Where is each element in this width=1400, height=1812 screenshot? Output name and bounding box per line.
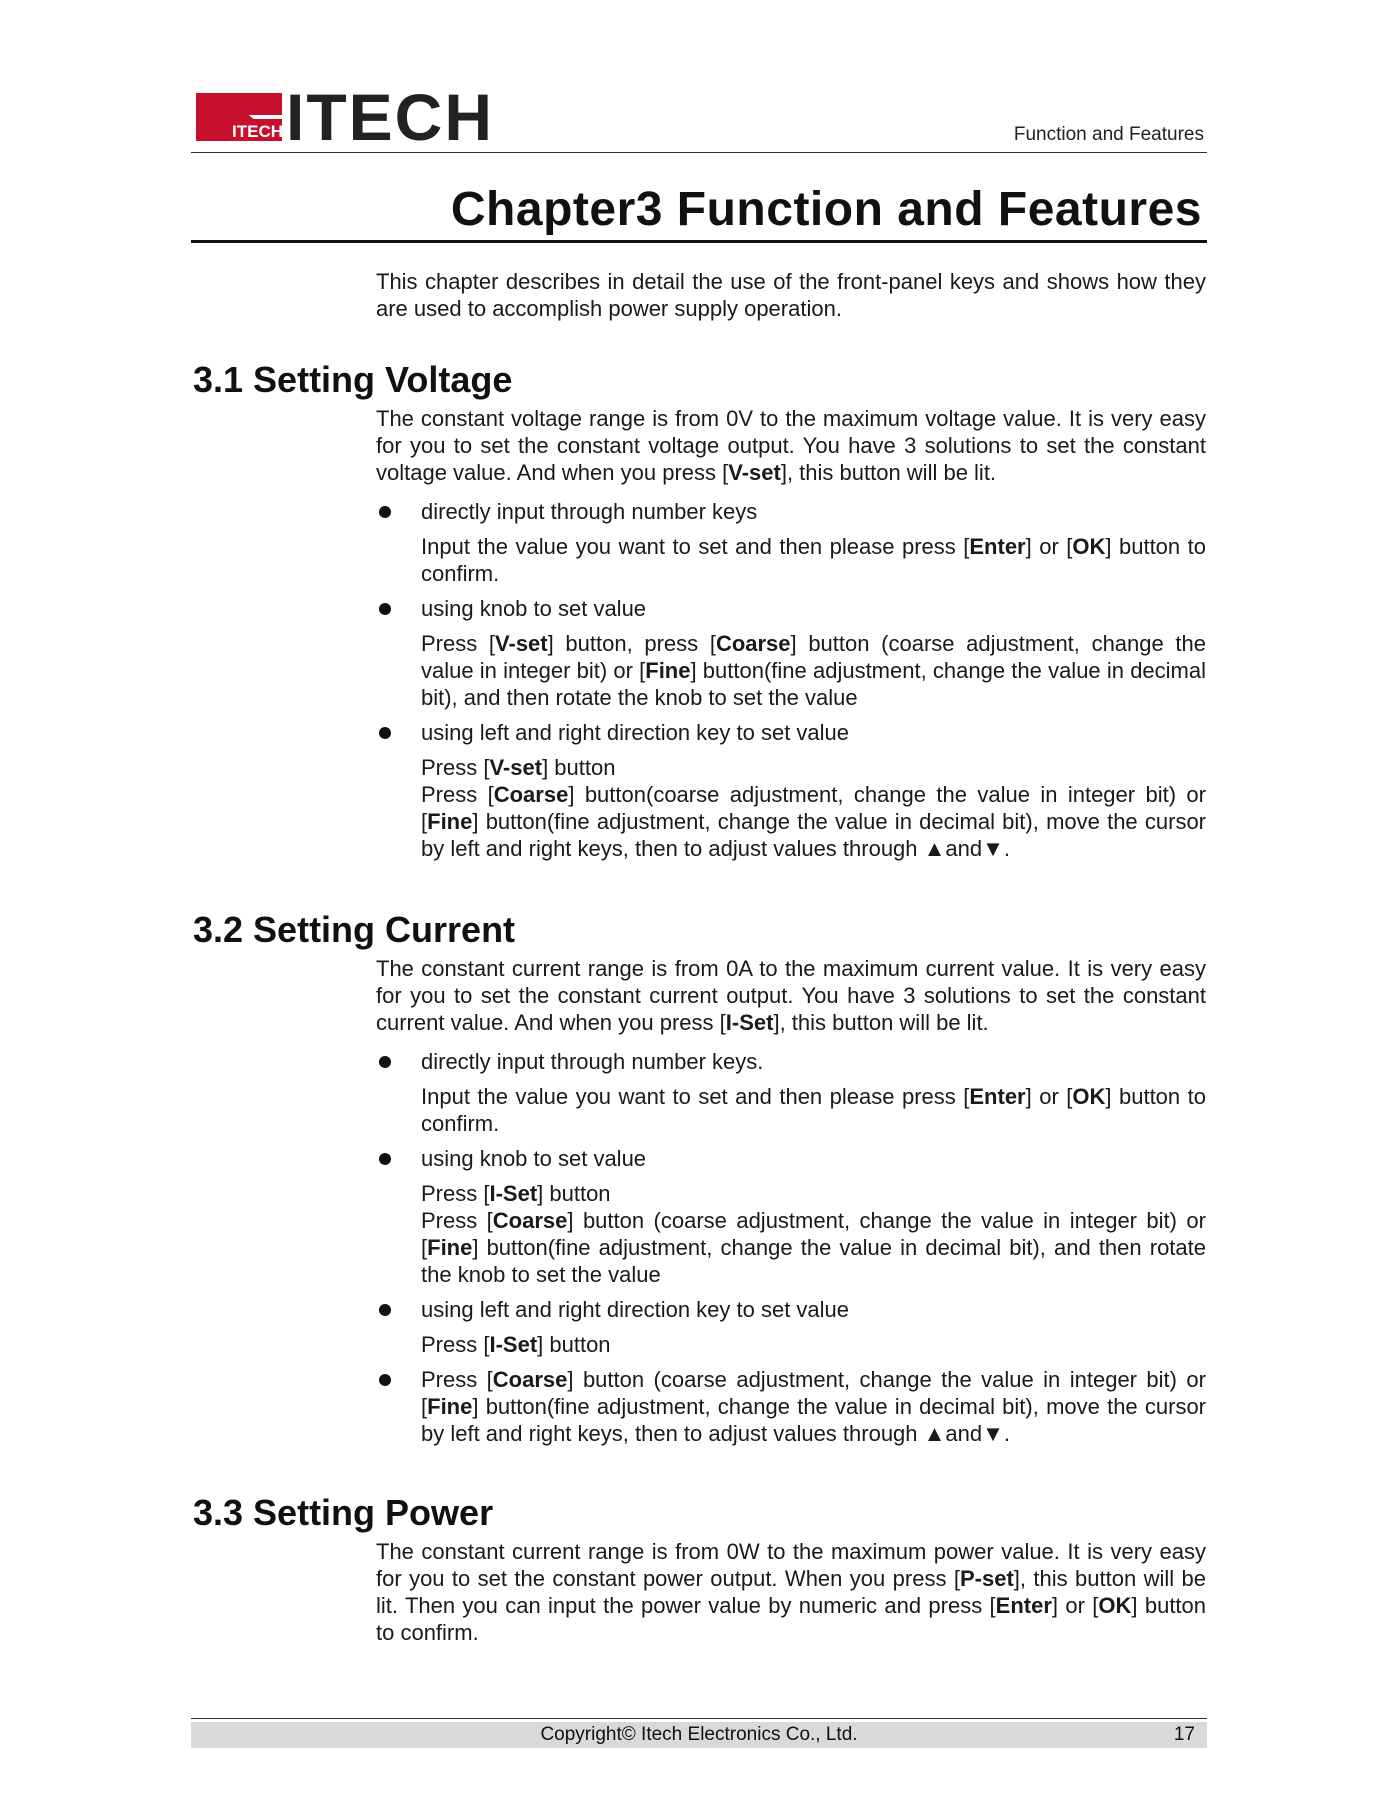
method-body: Press [V-set] button bbox=[421, 755, 616, 780]
list-item bbox=[376, 1366, 1206, 1447]
bullet-icon bbox=[379, 1056, 391, 1068]
list-item bbox=[376, 1145, 1206, 1288]
bullet-icon bbox=[379, 1153, 391, 1165]
section-title-voltage: 3.1 Setting Voltage bbox=[193, 359, 513, 400]
voltage-method-list bbox=[376, 498, 1206, 862]
method-body: Press [Coarse] button(coarse adjustment, change the value in integer bit) or [Fine] button(fine adjustment, change the value in decimal bit), move the cursor by left and right keys, then to adjust values through ▲and▼. bbox=[421, 782, 1206, 861]
svg-text:ITECH: ITECH bbox=[232, 122, 283, 141]
itech-logo bbox=[196, 80, 494, 154]
bullet-icon bbox=[379, 727, 391, 739]
bullet-icon bbox=[379, 1374, 391, 1386]
method-body: Input the value you want to set and then please press [Enter] or [OK] button to confirm. bbox=[421, 534, 1206, 586]
current-method-list bbox=[376, 1048, 1206, 1447]
section-power-body bbox=[376, 1538, 1206, 1646]
method-body: Input the value you want to set and then please press [Enter] or [OK] button to confirm. bbox=[421, 1084, 1206, 1136]
list-item bbox=[376, 1296, 1206, 1358]
list-item bbox=[376, 498, 1206, 587]
page-number: 17 bbox=[1173, 1724, 1195, 1745]
method-title: using left and right direction key to set value bbox=[421, 1297, 850, 1322]
method-body: Press [Coarse] button (coarse adjustment, change the value in integer bit) or [Fine] button(fine adjustment, change the value in decimal bit), move the cursor by left and right keys, then to adjust values through ▲and▼. bbox=[421, 1367, 1206, 1446]
method-body: Press [Coarse] button (coarse adjustment, change the value in integer bit) or [Fine] button(fine adjustment, change the value in decimal bit), and then rotate the knob to set the value bbox=[421, 1208, 1206, 1287]
bullet-icon bbox=[379, 1304, 391, 1316]
method-body: Press [I-Set] button bbox=[421, 1332, 611, 1357]
chapter-rule bbox=[191, 240, 1207, 243]
voltage-intro: The constant voltage range is from 0V to the maximum voltage value. It is very easy for you to set the constant voltage output. You have 3 solutions to set the constant voltage value. And when you press [V-set], this button will be lit. bbox=[376, 406, 1206, 485]
bullet-icon bbox=[379, 603, 391, 615]
key-v-set: V-set bbox=[728, 460, 781, 485]
list-item bbox=[376, 1048, 1206, 1137]
method-title: using left and right direction key to set value bbox=[421, 720, 850, 745]
section-title-power: 3.3 Setting Power bbox=[193, 1492, 494, 1533]
list-item bbox=[376, 595, 1206, 711]
method-title: using knob to set value bbox=[421, 1146, 647, 1171]
method-body: Press [V-set] button, press [Coarse] button (coarse adjustment, change the value in integer bit) or [Fine] button(fine adjustment, change the value in decimal bit), and then rotate the knob to set the value bbox=[421, 631, 1207, 710]
method-body: Press [I-Set] button bbox=[421, 1181, 611, 1206]
key-p-set: P-set bbox=[959, 1566, 1014, 1591]
chapter-intro bbox=[376, 268, 1206, 322]
itech-logo-icon bbox=[196, 91, 284, 143]
method-title: directly input through number keys. bbox=[421, 1049, 764, 1074]
copyright: Copyright© Itech Electronics Co., Ltd. bbox=[540, 1724, 858, 1745]
logo-wordmark: ITECH bbox=[286, 80, 494, 154]
method-title: using knob to set value bbox=[421, 596, 647, 621]
chapter-intro-text: This chapter describes in detail the use of the front-panel keys and shows how they are used to accomplish power supply operation. bbox=[376, 269, 1206, 321]
key-i-set: I-Set bbox=[725, 1010, 774, 1035]
section-current-body bbox=[376, 955, 1206, 1447]
bullet-icon bbox=[379, 506, 391, 518]
header-rule bbox=[191, 152, 1207, 153]
power-text: The constant current range is from 0W to the maximum power value. It is very easy for you to set the constant power output. When you press [P-set], this button will be lit. Then you can input the power value by numeric and press [Enter] or [OK] button to confirm. bbox=[376, 1539, 1207, 1645]
footer-rule bbox=[191, 1718, 1207, 1719]
list-item bbox=[376, 719, 1206, 862]
method-title: directly input through number keys bbox=[421, 499, 758, 524]
chapter-title: Chapter3 Function and Features bbox=[450, 183, 1202, 236]
running-title: Function and Features bbox=[1013, 124, 1204, 145]
footer bbox=[191, 1722, 1207, 1748]
section-voltage-body bbox=[376, 405, 1206, 862]
section-title-current: 3.2 Setting Current bbox=[193, 909, 516, 950]
current-intro: The constant current range is from 0A to the maximum current value. It is very easy for you to set the constant current output. You have 3 solutions to set the constant current value. And when you press [I-Set], this button will be lit. bbox=[376, 956, 1206, 1035]
